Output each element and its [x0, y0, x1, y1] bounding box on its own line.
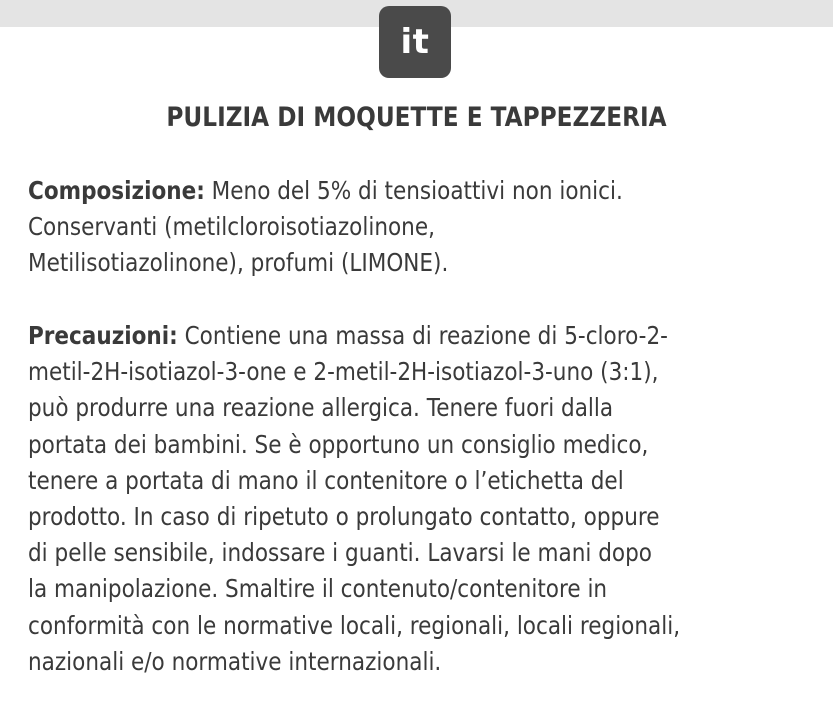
precautions-line-5: tenere a portata di mano il contenitore o l’etichetta del	[28, 465, 624, 495]
precautions-text: Contiene una massa di reazione di 5-cloro-2-	[177, 321, 668, 350]
precautions-line-7: di pelle sensibile, indossare i guanti. Lavarsi le mani dopo	[28, 538, 652, 568]
composition-label: Composizione:	[28, 176, 205, 205]
precautions-paragraph	[28, 318, 804, 680]
page-title: PULIZIA DI MOQUETTE E TAPPEZZERIA	[166, 102, 667, 133]
precautions-line-8: la manipolazione. Smaltire il contenuto/contenitore in	[28, 574, 608, 604]
composition-text: Meno del 5% di tensioattivi non ionici.	[204, 176, 623, 205]
composition-line-2: Conservanti (metilcloroisotiazolinone,	[28, 212, 435, 242]
composition-paragraph	[28, 173, 804, 282]
composition-line-1	[28, 173, 804, 209]
precautions-line-4: portata dei bambini. Se è opportuno un consiglio medico,	[28, 429, 649, 459]
precautions-line-1	[28, 318, 804, 354]
language-badge: it	[379, 6, 451, 78]
composition-line-3: Metilisotiazolinone), profumi (LIMONE).	[28, 248, 449, 278]
precautions-line-3: può produrre una reazione allergica. Tenere fuori dalla	[28, 393, 614, 423]
precautions-line-2: metil-2H-isotiazol-3-one e 2-metil-2H-isotiazol-3-uno (3:1),	[28, 357, 659, 387]
precautions-line-6: prodotto. In caso di ripetuto o prolungato contatto, oppure	[28, 502, 660, 532]
precautions-label: Precauzioni:	[28, 321, 178, 350]
precautions-line-9: conformità con le normative locali, regionali, locali regionali,	[28, 610, 681, 640]
precautions-line-10: nazionali e/o normative internazionali.	[28, 646, 442, 676]
